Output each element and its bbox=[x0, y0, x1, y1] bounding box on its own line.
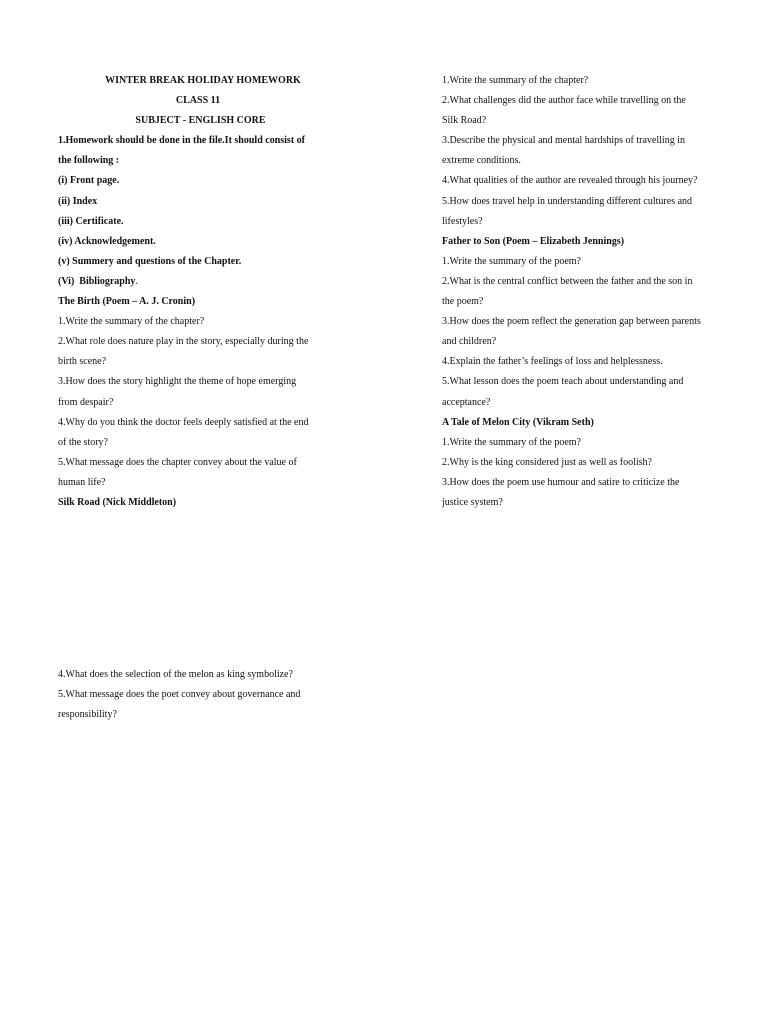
question-line: 3.How does the story highlight the theme of hope emerging bbox=[58, 376, 297, 388]
right-column bbox=[442, 71, 717, 513]
instructions-item: (i) Front page. bbox=[58, 175, 120, 187]
question-line: the poem? bbox=[442, 296, 484, 308]
left-column bbox=[58, 71, 328, 513]
question-line: acceptance? bbox=[442, 396, 491, 408]
question-line: lifestyles? bbox=[442, 215, 483, 227]
question-line: 3.How does the poem use humour and satire to criticize the bbox=[442, 476, 680, 488]
question-line: 4.Why do you think the doctor feels deeply satisfied at the end bbox=[58, 416, 309, 428]
question-line: and children? bbox=[442, 336, 497, 348]
question-line: responsibility? bbox=[58, 709, 117, 721]
item-end: . bbox=[135, 275, 138, 287]
question-line: 1.Write the summary of the chapter? bbox=[442, 75, 589, 86]
left-column-continued bbox=[58, 665, 328, 725]
section-heading-melon-city: A Tale of Melon City (Vikram Seth) bbox=[442, 416, 594, 428]
question-line: human life? bbox=[58, 476, 106, 488]
instructions-line: 1.Homework should be done in the file.It should consist of bbox=[58, 135, 305, 147]
question-line: Silk Road? bbox=[442, 115, 487, 127]
section-heading-birth: The Birth (Poem – A. J. Cronin) bbox=[58, 296, 196, 308]
class-label: CLASS 11 bbox=[175, 95, 221, 107]
question-line: 4.What qualities of the author are revealed through his journey? bbox=[442, 175, 698, 187]
question-line: 1.Write the summary of the poem? bbox=[442, 255, 581, 267]
question-line: 3.How does the poem reflect the generation gap between parents bbox=[442, 316, 701, 328]
item-label: (Vi) bbox=[58, 275, 80, 287]
question-line: 5.What message does the poet convey about governance and bbox=[58, 689, 301, 701]
question-line: 1.Write the summary of the poem? bbox=[442, 436, 581, 448]
question-line: justice system? bbox=[442, 496, 503, 508]
question-line: 2.What role does nature play in the story, especially during the bbox=[58, 336, 309, 348]
instructions-item: (iv) Acknowledgement. bbox=[58, 235, 156, 247]
instructions-item bbox=[58, 272, 328, 292]
instructions-item: (ii) Index bbox=[58, 195, 98, 207]
question-line: birth scene? bbox=[58, 356, 107, 368]
instructions-line: the following : bbox=[58, 155, 120, 167]
question-line: of the story? bbox=[58, 436, 108, 448]
question-line: 1.Write the summary of the chapter? bbox=[58, 316, 205, 328]
question-line: 2.What challenges did the author face while travelling on the bbox=[442, 95, 686, 107]
subject-label: SUBJECT - ENGLISH CORE bbox=[135, 115, 266, 127]
question-line: 5.What message does the chapter convey about the value of bbox=[58, 456, 297, 468]
item-text: Bibliography bbox=[79, 275, 136, 287]
question-line: from despair? bbox=[58, 396, 114, 408]
document-title: WINTER BREAK HOLIDAY HOMEWORK bbox=[105, 75, 301, 86]
question-line: 4.What does the selection of the melon as king symbolize? bbox=[58, 669, 293, 680]
question-line: extreme conditions. bbox=[442, 155, 521, 167]
question-line: 5.What lesson does the poem teach about understanding and bbox=[442, 376, 684, 388]
section-heading-silk-road: Silk Road (Nick Middleton) bbox=[58, 496, 177, 508]
instructions-item: (iii) Certificate. bbox=[58, 215, 124, 227]
question-line: 4.Explain the father’s feelings of loss and helplessness. bbox=[442, 356, 663, 368]
instructions-item: (v) Summery and questions of the Chapter. bbox=[58, 255, 242, 267]
section-heading-father-to-son: Father to Son (Poem – Elizabeth Jennings) bbox=[442, 235, 625, 247]
question-line: 3.Describe the physical and mental hardships of travelling in bbox=[442, 135, 685, 147]
question-line: 2.What is the central conflict between the father and the son in bbox=[442, 275, 693, 287]
question-line: 5.How does travel help in understanding different cultures and bbox=[442, 195, 693, 207]
question-line: 2.Why is the king considered just as well as foolish? bbox=[442, 456, 652, 468]
